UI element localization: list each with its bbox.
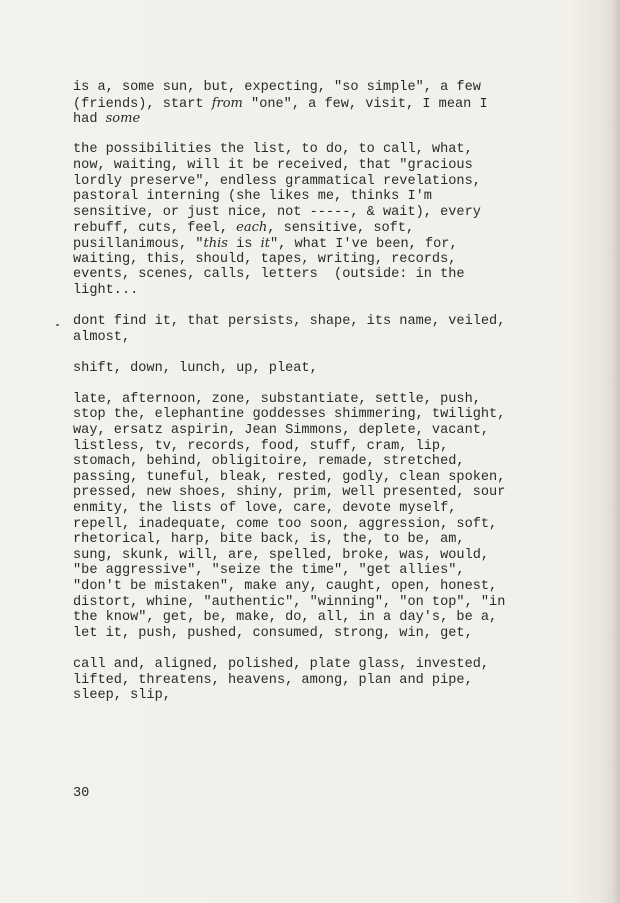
text-line bbox=[73, 314, 593, 330]
text-segment: sung, skunk, will, are, spelled, broke, was, would, bbox=[73, 547, 490, 563]
text-segment: pastoral interning (she likes me, thinks I'm bbox=[73, 189, 432, 205]
text-line bbox=[73, 236, 593, 252]
text-line bbox=[73, 485, 593, 501]
text-segment: distort, whine, "authentic", "winning", "on top", "in bbox=[73, 594, 506, 610]
text-line bbox=[73, 595, 593, 611]
text-line bbox=[73, 142, 593, 158]
text-segment: dont find it, that persists, shape, its name, veiled, bbox=[73, 313, 506, 329]
text-segment: "be aggressive", "seize the time", "get allies", bbox=[73, 563, 465, 579]
text-line bbox=[73, 673, 593, 689]
text-line bbox=[73, 392, 593, 408]
text-line bbox=[73, 454, 593, 470]
text-segment: the possibilities the list, to do, to call, what, bbox=[73, 142, 473, 158]
page-number: 30 bbox=[73, 786, 90, 801]
text-segment: light... bbox=[73, 282, 139, 298]
text-line bbox=[73, 548, 593, 564]
page-edge-shadow bbox=[612, 0, 620, 903]
text-line bbox=[73, 330, 593, 346]
text-segment: pusillanimous, " bbox=[73, 236, 204, 252]
text-segment: listless, tv, records, food, stuff, cram, lip, bbox=[73, 438, 449, 454]
text-segment: lifted, threatens, heavens, among, plan and pipe, bbox=[73, 672, 473, 688]
text-segment: is a, some sun, but, expecting, "so simple", a few bbox=[73, 80, 481, 95]
text-segment: pressed, new shoes, shiny, prim, well presented, sour bbox=[73, 485, 506, 501]
text-line bbox=[73, 205, 593, 221]
paragraph bbox=[73, 392, 593, 642]
text-segment: is bbox=[227, 236, 261, 252]
text-segment: sensitive, or just nice, not -----, & wait), every bbox=[73, 204, 481, 220]
italic-word: it bbox=[260, 235, 270, 251]
paragraph bbox=[73, 361, 593, 377]
text-segment: the know", get, be, make, do, all, in a day's, be a, bbox=[73, 610, 498, 626]
paragraph bbox=[73, 80, 593, 127]
text-line bbox=[73, 610, 593, 626]
text-line bbox=[73, 470, 593, 486]
text-line bbox=[73, 80, 593, 96]
text-segment: "one", a few, visit, I mean I bbox=[242, 96, 488, 112]
text-line bbox=[73, 563, 593, 579]
paragraph bbox=[73, 657, 593, 704]
text-segment: late, afternoon, zone, substantiate, settle, push, bbox=[73, 391, 481, 407]
text-segment: shift, down, lunch, up, pleat, bbox=[73, 360, 318, 376]
text-segment: events, scenes, calls, letters (outside: in the bbox=[73, 267, 465, 283]
text-segment: (friends), start bbox=[73, 96, 212, 112]
text-segment: sleep, slip, bbox=[73, 688, 171, 704]
text-segment: now, waiting, will it be received, that "gracious bbox=[73, 157, 473, 173]
margin-mark bbox=[56, 324, 59, 326]
italic-word: each bbox=[236, 220, 268, 236]
text-segment: stomach, behind, obligitoire, remade, stretched, bbox=[73, 454, 465, 470]
text-segment: enmity, the lists of love, care, devote myself, bbox=[73, 501, 457, 517]
text-line bbox=[73, 252, 593, 268]
text-line bbox=[73, 267, 593, 283]
text-line bbox=[73, 657, 593, 673]
text-line bbox=[73, 517, 593, 533]
text-line bbox=[73, 501, 593, 517]
text-segment: ", what I've been, for, bbox=[270, 236, 458, 252]
text-segment: almost, bbox=[73, 329, 131, 345]
text-segment: way, ersatz aspirin, Jean Simmons, deplete, vacant, bbox=[73, 423, 490, 439]
text-segment: rhetorical, harp, bite back, is, the, to be, am, bbox=[73, 532, 465, 548]
text-segment: rebuff, cuts, feel, bbox=[73, 221, 237, 237]
text-segment: had bbox=[73, 112, 106, 128]
text-segment: lordly preserve", endless grammatical revelations, bbox=[73, 173, 481, 189]
poem-text bbox=[73, 80, 593, 719]
text-line bbox=[73, 688, 593, 704]
text-line bbox=[73, 532, 593, 548]
text-segment: let it, push, pushed, consumed, strong, win, get, bbox=[73, 625, 473, 641]
italic-word: some bbox=[105, 111, 141, 127]
paragraph bbox=[73, 314, 593, 345]
paragraph bbox=[73, 142, 593, 298]
text-line bbox=[73, 174, 593, 190]
text-line bbox=[73, 283, 593, 299]
text-line bbox=[73, 96, 593, 112]
text-segment: call and, aligned, polished, plate glass, invested, bbox=[73, 656, 490, 672]
text-segment: repell, inadequate, come too soon, aggression, soft, bbox=[73, 516, 498, 532]
text-segment: , sensitive, soft, bbox=[267, 221, 415, 237]
text-line bbox=[73, 189, 593, 205]
text-line bbox=[73, 423, 593, 439]
text-segment: passing, tuneful, bleak, rested, godly, clean spoken, bbox=[73, 469, 506, 485]
text-line bbox=[73, 407, 593, 423]
italic-word: this bbox=[203, 235, 228, 251]
text-segment: stop the, elephantine goddesses shimmering, twilight, bbox=[73, 407, 506, 423]
text-segment: waiting, this, should, tapes, writing, records, bbox=[73, 251, 457, 267]
text-line bbox=[73, 626, 593, 642]
text-line bbox=[73, 579, 593, 595]
italic-word: from bbox=[211, 95, 243, 111]
text-line bbox=[73, 361, 593, 377]
text-segment: "don't be mistaken", make any, caught, open, honest, bbox=[73, 579, 498, 594]
text-line bbox=[73, 439, 593, 455]
text-line bbox=[73, 158, 593, 174]
text-line bbox=[73, 220, 593, 236]
text-line bbox=[73, 111, 593, 127]
